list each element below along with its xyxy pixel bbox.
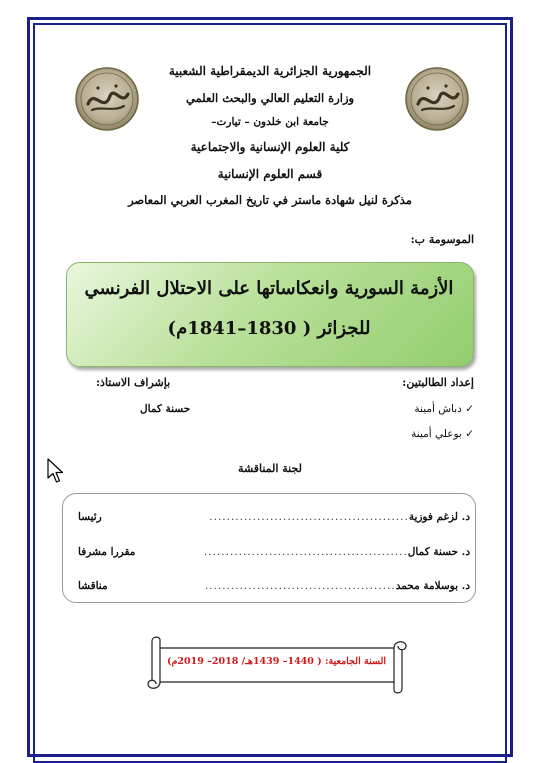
student-name: ✓ دباش أمينة (414, 403, 474, 415)
memoir-heading: مذكرة لنيل شهادة ماستر في تاريخ المغرب العربي المعاصر (128, 193, 412, 207)
thesis-title-line1: الأزمة السورية وانعكاساتها على الاحتلال الفرنسي (84, 278, 454, 299)
jury-member-name: د. لزغم فوزية (408, 511, 470, 523)
jury-member-role: مقررا مشرفا (78, 546, 136, 558)
jury-member-row (78, 546, 470, 562)
supervisor-name: حسنة كمال (140, 403, 191, 415)
thesis-title-line2: للجزائر ( 1830–1841م) (167, 318, 371, 339)
student-name: ✓ بوعلي أمينة (411, 428, 474, 440)
jury-dots: .............................................. (209, 511, 409, 523)
prepared-by-label: إعداد الطالبتين: (402, 376, 474, 389)
jury-member-role: مناقشا (78, 580, 108, 592)
university-heading: جامعة ابن خلدون – تيارت– (211, 116, 329, 128)
ministry-heading: وزارة التعليم العالي والبحث العلمي (185, 91, 355, 105)
academic-year: السنة الجامعية: ( 1440– 1439هـ/ 2018– 2019م) (167, 656, 386, 667)
supervision-label: بإشراف الاستاذ: (96, 376, 171, 389)
committee-label: لجنة المناقشة (238, 462, 302, 475)
jury-member-name: د. حسنة كمال (407, 546, 470, 558)
republic-heading: الجمهورية الجزائرية الديمقراطية الشعبية (168, 64, 372, 78)
jury-dots: ............................................... (203, 546, 408, 558)
jury-member-role: رئيسا (78, 511, 102, 523)
jury-member-row (78, 580, 470, 596)
faculty-heading: كلية العلوم الإنسانية والاجتماعية (190, 140, 350, 154)
department-heading: قسم العلوم الإنسانية (217, 167, 323, 181)
entitled-label: الموسومة ب: (410, 233, 474, 246)
jury-member-row (78, 511, 470, 527)
jury-member-name: د. بوسلامة محمد (395, 580, 470, 592)
mouse-cursor-icon (47, 458, 65, 484)
jury-dots: ............................................ (204, 580, 396, 592)
